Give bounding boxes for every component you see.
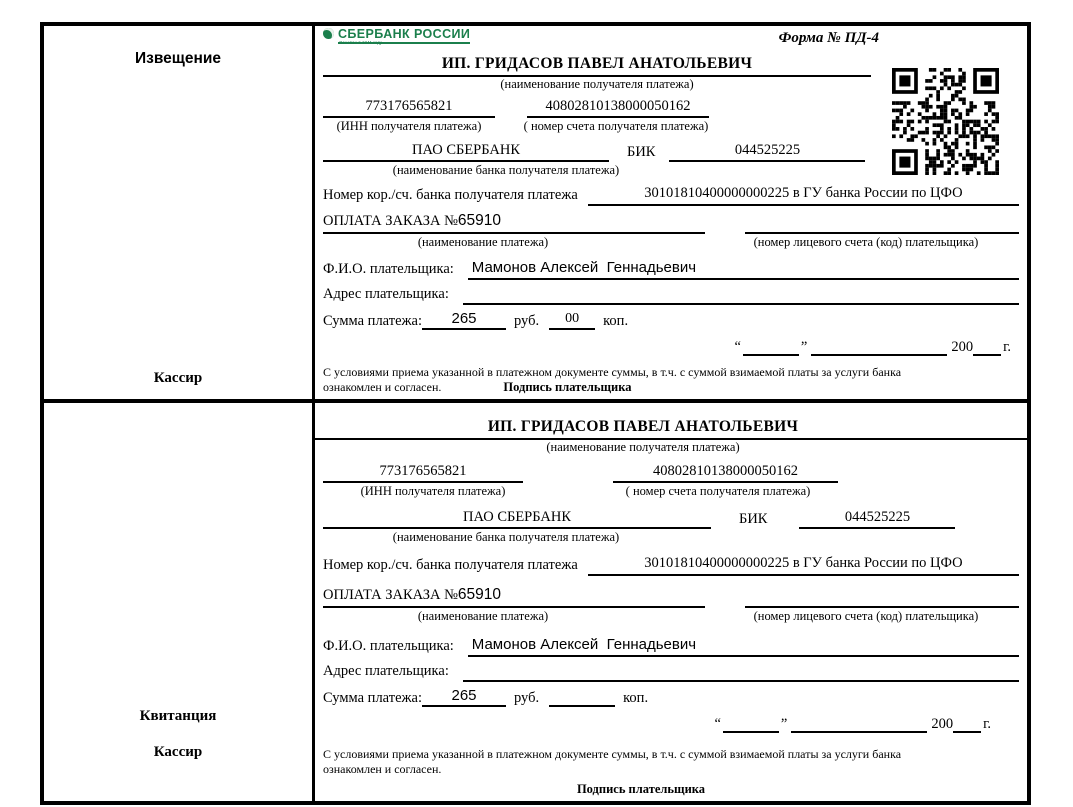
qr-code (892, 68, 999, 175)
sum-kop-value (549, 705, 615, 707)
recipient-caption: (наименование получателя платежа) (500, 77, 694, 91)
agreement-line1: С условиями приема указанной в платежном документе суммы, в т.ч. с суммой взимаемой платы за услуги банка (323, 747, 902, 761)
date-year-blank (973, 336, 1001, 356)
sum-rub-value: 265 (422, 309, 506, 330)
inn-value: 773176565821 (323, 96, 495, 118)
agreement-line2-row (323, 380, 1019, 395)
inn-account-row (323, 461, 1019, 483)
payment-sum-label: Сумма платежа: (323, 690, 422, 706)
corr-account-row (323, 553, 1019, 576)
order-number: 65910 (457, 586, 502, 603)
notice-stub-column (44, 26, 315, 399)
inn-account-captions (323, 484, 1019, 499)
receipt-section (40, 399, 1031, 805)
payment-name (323, 210, 705, 234)
sberbank-logo-text: СБЕРБАНК РОССИИ (338, 27, 470, 44)
account-value: 40802810138000050162 (527, 96, 709, 118)
quote-close: ” (800, 339, 808, 355)
payer-address-label: Адрес плательщика: (323, 663, 449, 679)
corr-value: 30101810400000000225 в ГУ банка России по ЦФО (588, 183, 1019, 206)
rub-label: руб. (514, 313, 540, 329)
bik-value: 044525225 (669, 140, 865, 162)
notice-cashier-label: Кассир (153, 370, 203, 386)
notice-section (40, 22, 1031, 403)
agreement-text (323, 365, 1019, 395)
account-caption: ( номер счета получателя платежа) (625, 484, 811, 498)
payment-name-label: ОПЛАТА ЗАКАЗА № (323, 587, 458, 603)
inn-caption: (ИНН получателя платежа) (360, 484, 506, 498)
date-month-blank (791, 713, 927, 733)
payer-name-value: Мамонов Алексей Геннадьевич (468, 257, 1019, 280)
personal-account-caption: (номер лицевого счета (код) плательщика) (753, 609, 979, 623)
payment-name-row (323, 584, 1019, 608)
corr-value: 30101810400000000225 в ГУ банка России по ЦФО (588, 553, 1019, 576)
payer-address-row (323, 284, 1019, 305)
date-year-blank (953, 713, 981, 733)
personal-account-blank (745, 585, 1019, 608)
receipt-stub-column (44, 403, 315, 801)
agreement-text (323, 747, 1019, 797)
notice-content (315, 26, 1027, 399)
payer-name-label: Ф.И.О. плательщика: (323, 261, 454, 277)
bank-caption: (наименование банка получателя платежа) (392, 530, 620, 544)
corr-label: Номер кор./сч. банка получателя платежа (323, 187, 578, 203)
account-caption: ( номер счета получателя платежа) (523, 119, 709, 133)
bik-value: 044525225 (799, 507, 955, 529)
date-year-suffix: г. (1003, 339, 1011, 355)
agreement-line2: ознакомлен и согласен. (323, 762, 442, 776)
payment-sum-label: Сумма платежа: (323, 313, 422, 329)
inn-caption: (ИНН получателя платежа) (336, 119, 482, 133)
account-value: 40802810138000050162 (613, 461, 838, 483)
inn-value: 773176565821 (323, 461, 523, 483)
receipt-content (315, 403, 1027, 801)
payer-name-value: Мамонов Алексей Геннадьевич (468, 634, 1019, 657)
bank-caption-row (323, 529, 1019, 545)
sberbank-logo-subtext: Основан в 1841 году (339, 40, 383, 45)
date-year-prefix: 200 (951, 339, 974, 355)
recipient-block (323, 54, 871, 92)
receipt-cashier-label: Кассир (153, 744, 203, 760)
payment-caption: (наименование платежа) (417, 609, 549, 623)
payer-signature-label: Подпись плательщика (503, 380, 632, 394)
payer-signature-label: Подпись плательщика (576, 782, 706, 796)
payment-name (323, 584, 705, 608)
rub-label: руб. (514, 690, 540, 706)
recipient-block (323, 417, 963, 438)
recipient-name: ИП. ГРИДАСОВ ПАВЕЛ АНАТОЛЬЕВИЧ (323, 54, 871, 77)
payment-name-label: ОПЛАТА ЗАКАЗА № (323, 213, 458, 229)
kop-label: коп. (623, 690, 649, 706)
payment-captions-row (323, 608, 1019, 624)
recipient-caption: (наименование получателя платежа) (546, 440, 740, 454)
payer-address-row (323, 661, 1019, 682)
bank-name: ПАО СБЕРБАНК (323, 507, 711, 529)
bik-label: БИК (739, 511, 768, 527)
quote-open: “ (714, 716, 721, 732)
agreement-line2: ознакомлен и согласен. (323, 380, 442, 394)
payment-caption: (наименование платежа) (417, 235, 549, 249)
date-year-prefix: 200 (931, 716, 954, 732)
payer-address-label: Адрес плательщика: (323, 286, 449, 302)
form-number-label: Форма № ПД-4 (778, 30, 879, 46)
order-number: 65910 (457, 212, 502, 229)
receipt-title: Квитанция (139, 708, 217, 724)
bank-row (323, 507, 1019, 529)
notice-header-row (323, 28, 1019, 54)
payer-name-label: Ф.И.О. плательщика: (323, 638, 454, 654)
sum-rub-value: 265 (422, 686, 506, 707)
personal-account-caption: (номер лицевого счета (код) плательщика) (753, 235, 979, 249)
payment-captions-row (323, 234, 1019, 250)
date-row (323, 713, 991, 733)
bank-name: ПАО СБЕРБАНК (323, 140, 609, 162)
payment-sum-row (323, 309, 1019, 330)
date-day-blank (743, 336, 799, 356)
personal-account-blank (745, 211, 1019, 234)
kop-label: коп. (603, 313, 629, 329)
form-sheet (40, 22, 1031, 805)
bik-label: БИК (627, 144, 656, 160)
payment-name-row (323, 210, 1019, 234)
payer-name-row (323, 634, 1019, 657)
payment-sum-row (323, 686, 1019, 707)
payer-address-blank (463, 680, 1019, 682)
quote-open: “ (734, 339, 741, 355)
date-day-blank (723, 713, 779, 733)
agreement-line1: С условиями приема указанной в платежном документе суммы, в т.ч. с суммой взимаемой платы за услуги банка (323, 365, 902, 379)
corr-label: Номер кор./сч. банка получателя платежа (323, 557, 578, 573)
sberbank-logo (323, 28, 470, 45)
date-year-suffix: г. (983, 716, 991, 732)
corr-account-row (323, 183, 1019, 206)
sberbank-logo-icon (323, 28, 334, 39)
bank-caption: (наименование банка получателя платежа) (392, 163, 620, 177)
notice-title: Извещение (135, 50, 221, 67)
payer-address-blank (463, 303, 1019, 305)
quote-close: ” (780, 716, 788, 732)
recipient-name: ИП. ГРИДАСОВ ПАВЕЛ АНАТОЛЬЕВИЧ (487, 418, 799, 435)
payer-name-row (323, 257, 1019, 280)
date-month-blank (811, 336, 947, 356)
date-row (323, 336, 1011, 356)
sum-kop-value: 00 (549, 309, 595, 330)
